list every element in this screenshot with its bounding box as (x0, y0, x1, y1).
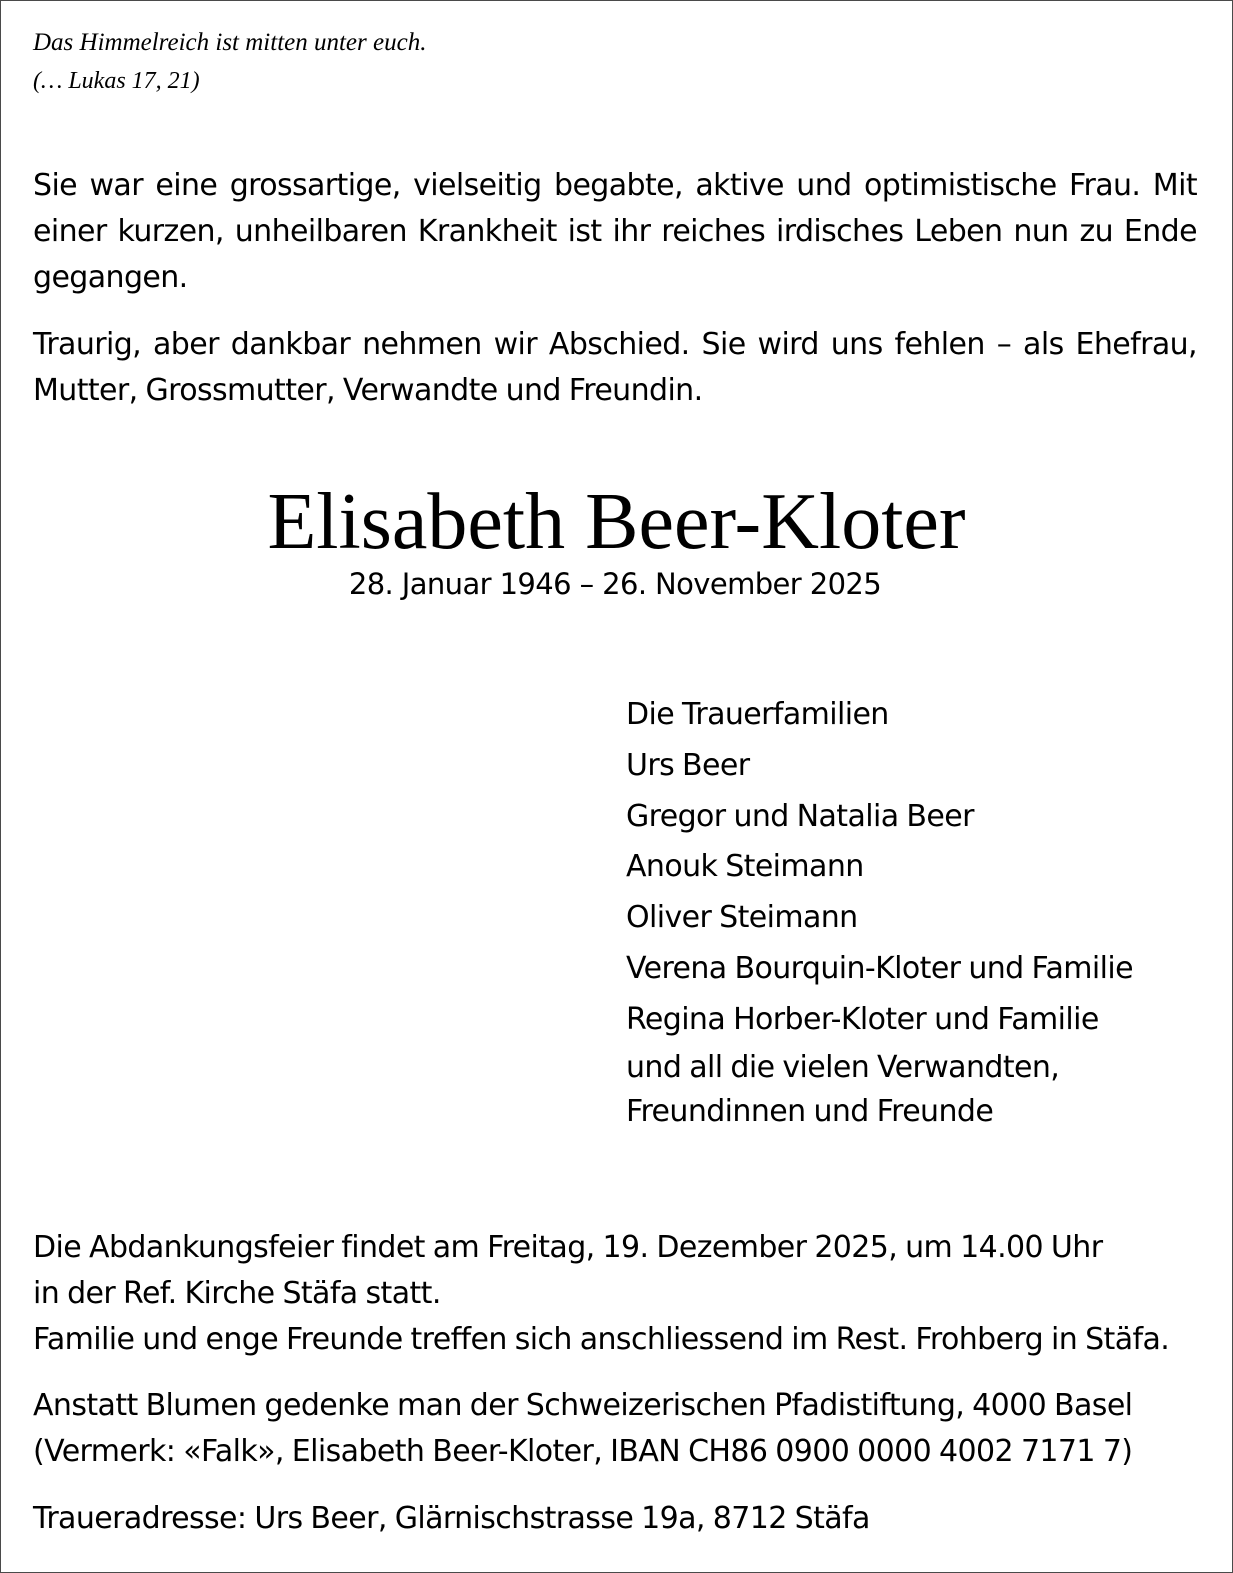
mourners-list (626, 690, 1133, 1134)
bible-quote (33, 24, 426, 100)
mourner-line: Die Trauerfamilien (626, 697, 889, 732)
donation-info (33, 1383, 1203, 1475)
deceased-name: Elisabeth Beer-Kloter (267, 478, 966, 566)
mourner-line: Freundinnen und Freunde (626, 1093, 994, 1129)
intro-paragraph-1: Sie war eine grossartige, vielseitig begabte, aktive und optimistische Frau. Mit einer kurzen, unheilbaren Krankheit ist ihr reiches irdisches Leben nun zu Ende gegangen. (33, 168, 1197, 295)
donation-line: (Vermerk: «Falk», Elisabeth Beer-Kloter, IBAN CH86 0900 0000 4002 7171 7) (33, 1434, 1133, 1469)
service-line: Die Abdankungsfeier findet am Freitag, 19. Dezember 2025, um 14.00 Uhr (33, 1230, 1103, 1265)
mourner-line: Gregor und Natalia Beer (626, 798, 974, 834)
mourner-line: Oliver Steimann (626, 900, 858, 936)
quote-reference: (… Lukas 17, 21) (33, 68, 200, 94)
quote-text: Das Himmelreich ist mitten unter euch. (33, 29, 427, 56)
service-line: Familie und enge Freunde treffen sich anschliessend im Rest. Frohberg in Stäfa. (33, 1322, 1170, 1357)
life-dates: 28. Januar 1946 – 26. November 2025 (348, 567, 882, 601)
service-line: in der Ref. Kirche Stäfa statt. (33, 1276, 441, 1311)
mourner-line: Urs Beer (626, 747, 750, 783)
mourner-line: Regina Horber-Kloter und Familie (626, 1001, 1099, 1037)
mourning-address (33, 1496, 1203, 1542)
mourner-line: und all die vielen Verwandten, (626, 1049, 1060, 1085)
service-info (33, 1225, 1203, 1363)
intro-paragraph-2: Traurig, aber dankbar nehmen wir Abschied. Sie wird uns fehlen – als Ehefrau, Mutter, Grossmutter, Verwandte und Freundin. (33, 327, 1197, 408)
mourner-line: Verena Bourquin-Kloter und Familie (626, 950, 1133, 986)
address-line: Traueradresse: Urs Beer, Glärnischstrasse 19a, 8712 Stäfa (33, 1501, 870, 1536)
mourner-line: Anouk Steimann (626, 849, 864, 885)
donation-line: Anstatt Blumen gedenke man der Schweizerischen Pfadistiftung, 4000 Basel (33, 1388, 1133, 1423)
